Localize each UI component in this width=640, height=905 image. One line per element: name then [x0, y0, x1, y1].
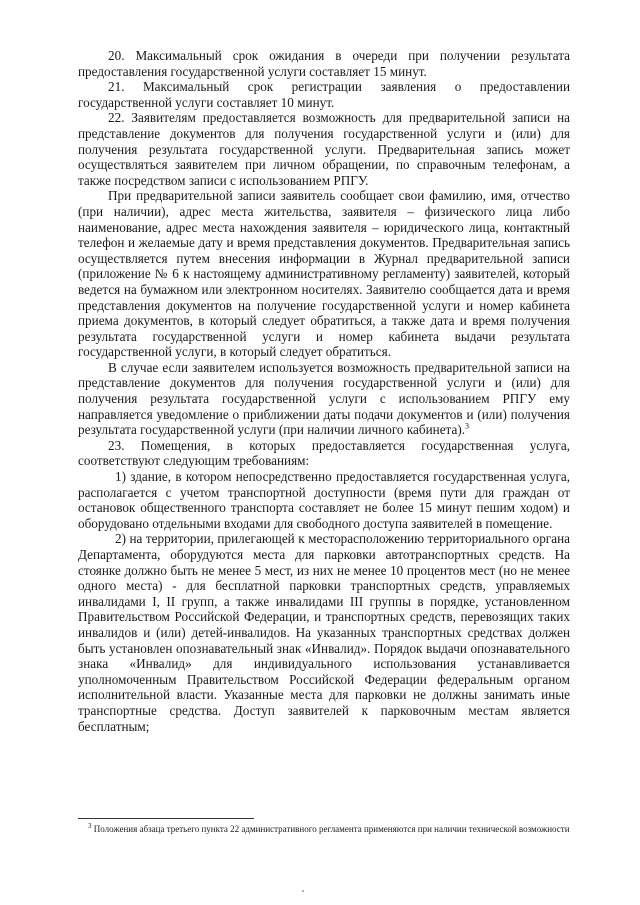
footnote-mark: 3	[88, 822, 92, 830]
paragraph-text: В случае если заявителем используется возможность предварительной записи на представление документов для получения государственной услуги и (или) для получения результата государственной услуги с использованием РПГУ ему направляется уведомление о приближении даты подачи документов и (или) получения результата государственной услуги (при наличии личного кабинета).	[78, 359, 570, 438]
list-item-1: 1) здание, в котором непосредственно предоставляется государственная услуга, располагается с учетом транспортной доступности (время пути для граждан от остановок общественного транспорта составляет не более 15 минут пешим ходом) и оборудовано отдельными входами для свободного доступа заявителей в помещение.	[78, 469, 570, 531]
list-item-2: 2) на территории, прилегающей к месторасположению территориального органа Департамента, оборудуются места для парковки автотранспортных средств. На стоянке должно быть не менее 5 мест, из них не менее 10 процентов мест (но не менее одного места) - для бесплатной парковки транспортных средств, управляемых инвалидами I, II групп, а также инвалидами III группы в порядке, установленном Правительством Российской Федерации, и транспортных средств, перевозящих таких инвалидов и (или) детей-инвалидов. На указанных транспортных средствах должен быть установлен опознавательный знак «Инвалид». Порядок выдачи опознавательного знака «Инвалид» для индивидуального использования устанавливается уполномоченным Правительством Российской Федерации федеральным органом исполнительной власти. Указанные места для парковки не должны занимать иные транспортные средства. Доступ заявителей к парковочным местам является бесплатным;	[78, 531, 570, 734]
footnote-text: Положения абзаца третьего пункта 22 административного регламента применяются при наличии технической возможности	[93, 824, 570, 834]
scan-dot	[302, 890, 304, 892]
paragraph-20: 20. Максимальный срок ожидания в очереди при получении результата предоставления государственной услуги составляет 15 минут.	[78, 48, 570, 79]
paragraph-22: 22. Заявителям предоставляется возможность для предварительной записи на представление документов для получения государственной услуги и (или) для получения результата государственной услуги. Предварительная запись может осуществляться заявителем при личном обращении, по справочным телефонам, а также посредством записи с использованием РПГУ.	[78, 110, 570, 188]
paragraph-21: 21. Максимальный срок регистрации заявления о предоставлении государственной услуги составляет 10 минут.	[78, 79, 570, 110]
document-page	[78, 48, 570, 734]
paragraph-22-notification	[78, 360, 570, 438]
paragraph-22-preregistration: При предварительной записи заявитель сообщает свои фамилию, имя, отчество (при наличии), адрес места жительства, заявителя – физического лица либо наименование, адрес места нахождения заявителя – юридического лица, контактный телефон и желаемые дату и время представления документов. Предварительная запись осуществляется путем внесения информации в Журнал предварительной записи (приложение № 6 к настоящему административному регламенту) заявителей, который ведется на бумажном или электронном носителях. Заявителю сообщается дата и время представления документов на получение государственной услуги и номер кабинета приема документов, в который следует обратиться, а также дата и время получения результата государственной услуги и номер кабинета выдачи результата государственной услуги, в который следует обратиться.	[78, 188, 570, 360]
paragraph-23: 23. Помещения, в которых предоставляется государственная услуга, соответствуют следующим требованиям:	[78, 437, 570, 469]
footnote-divider	[78, 818, 254, 819]
footnote	[78, 823, 570, 835]
footnote-reference: 3	[465, 421, 470, 431]
